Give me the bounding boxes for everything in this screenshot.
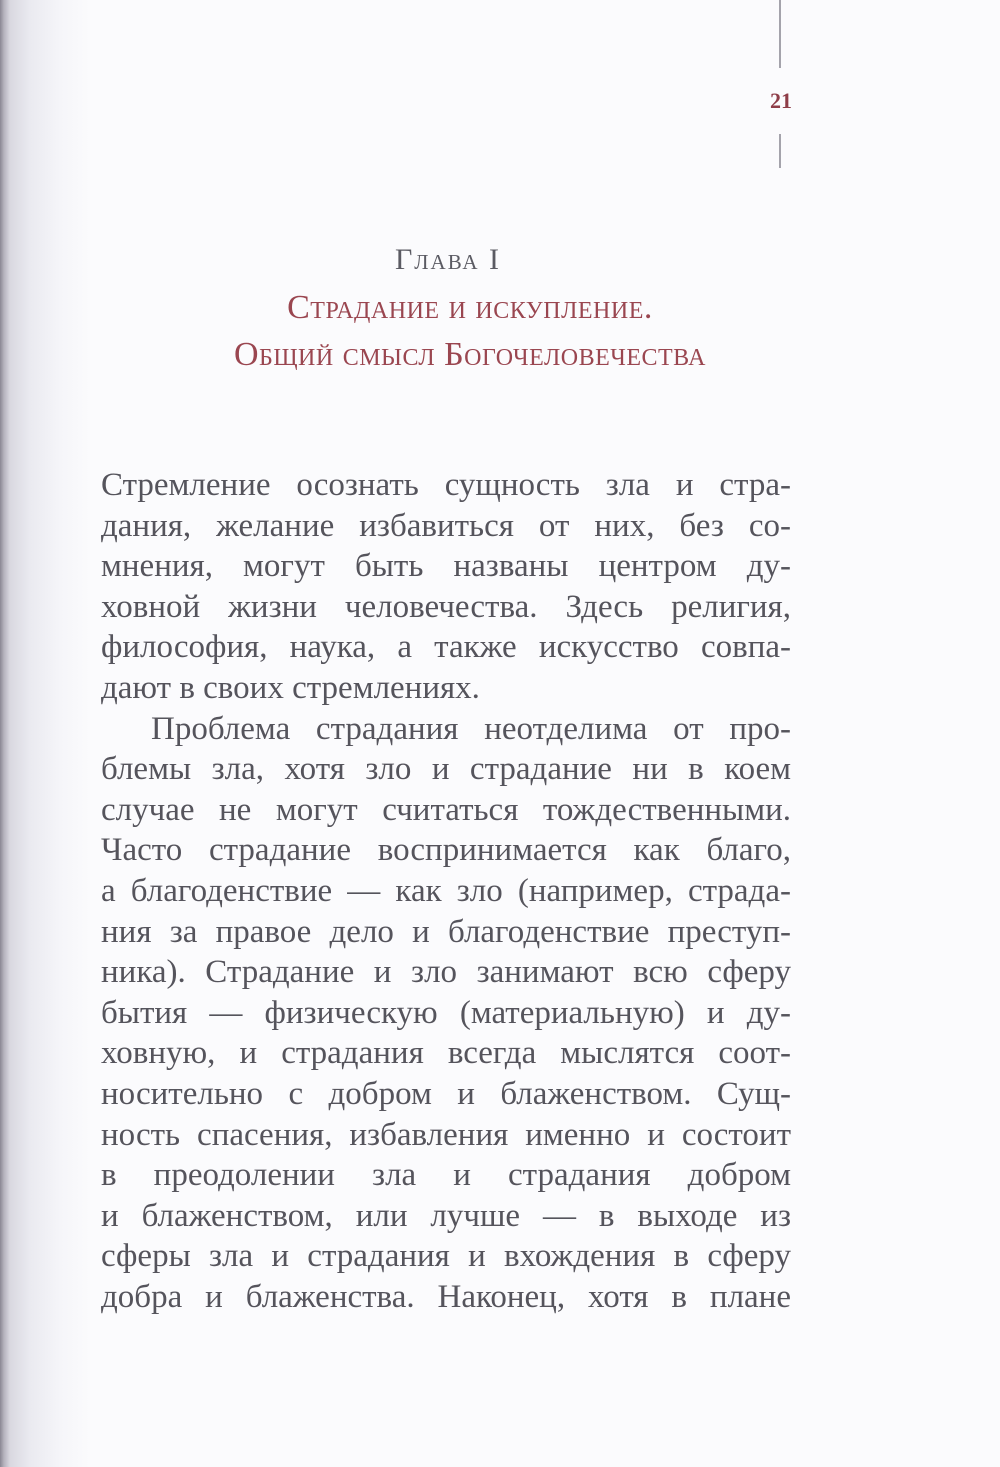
text-line: мнения, могут быть названы центром ду- — [101, 548, 791, 585]
chapter-title-line: Страдание и искупление. — [287, 289, 653, 326]
text-line: Стремление осознать сущность зла и стра- — [101, 467, 791, 503]
chapter-title — [0, 284, 940, 378]
folio-rule-bottom — [779, 134, 781, 168]
text-line: Часто страдание воспринимается как благо, — [101, 832, 791, 869]
folio-rule-top — [779, 0, 781, 68]
page-number: 21 — [770, 88, 792, 113]
text-line: философия, наука, а также искусство совпа- — [101, 629, 791, 666]
text-line: сферы зла и страдания и вхождения в сферу — [101, 1238, 791, 1275]
text-line: дания, желание избавиться от них, без со- — [101, 507, 791, 544]
text-line: добра и блаженства. Наконец, хотя в плане — [101, 1278, 791, 1315]
chapter-label: Глава I — [394, 243, 502, 276]
text-line: ность спасения, избавления именно и состоит — [101, 1116, 791, 1153]
page-gutter-shadow — [0, 0, 90, 1467]
text-line: и блаженством, или лучше — в выходе из — [101, 1197, 791, 1234]
body-text — [101, 465, 791, 1317]
text-line: носительно с добром и блаженством. Сущ- — [101, 1075, 791, 1112]
text-line: дают в своих стремлениях. — [101, 669, 480, 706]
text-line: Проблема страдания неотделима от про- — [151, 710, 791, 747]
paragraph-1 — [101, 465, 791, 709]
text-line: блемы зла, хотя зло и страдание ни в коем — [101, 751, 791, 788]
text-line: а благоденствие — как зло (например, страда- — [101, 872, 791, 909]
paragraph-2 — [101, 709, 791, 1318]
text-line: ховной жизни человечества. Здесь религия, — [101, 588, 791, 625]
chapter-title-line: Общий смысл Богочеловечества — [233, 336, 706, 373]
text-line: ховную, и страдания всегда мыслятся соот- — [101, 1035, 791, 1072]
text-line: ника). Страдание и зло занимают всю сферу — [101, 954, 791, 991]
text-line: бытия — физическую (материальную) и ду- — [101, 994, 791, 1031]
text-line: случае не могут считаться тождественными. — [101, 791, 791, 828]
text-line: ния за правое дело и благоденствие преступ- — [101, 913, 791, 950]
text-line: в преодолении зла и страдания добром — [101, 1157, 791, 1194]
